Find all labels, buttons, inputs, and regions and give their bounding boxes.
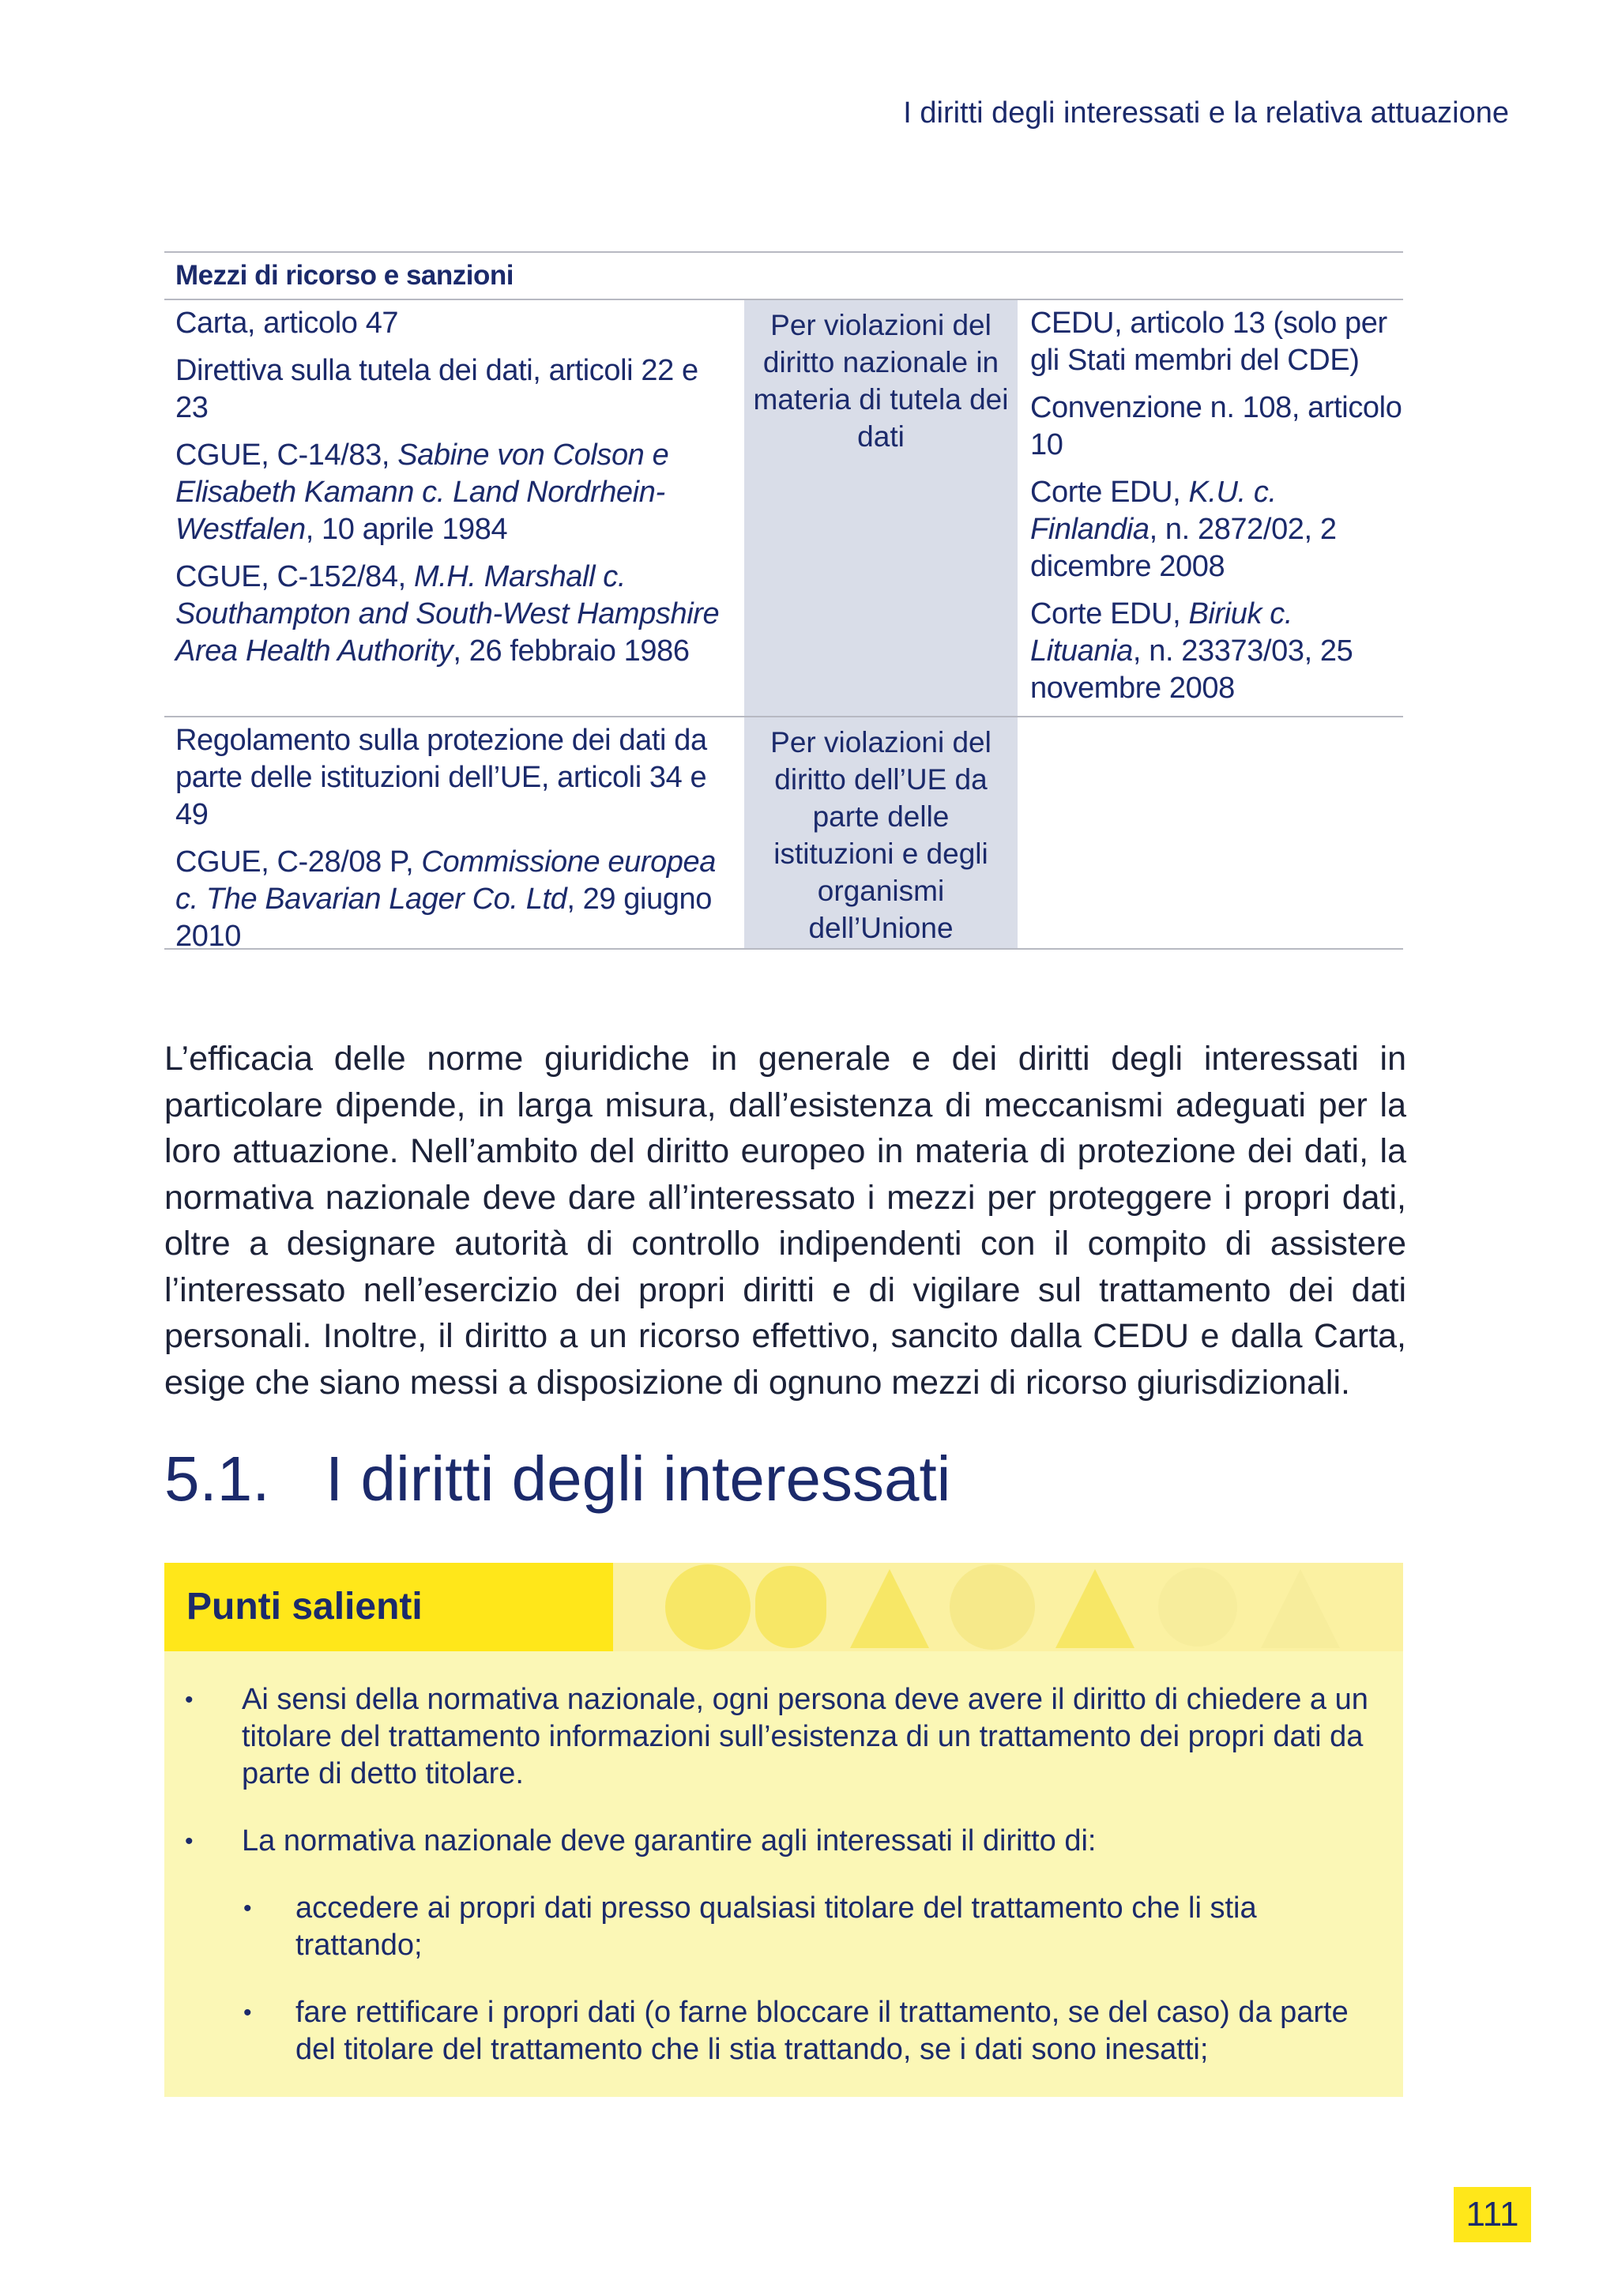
section-title: I diritti degli interessati: [325, 1443, 951, 1514]
sub-list-item: • fare rettificare i propri dati (o farne bloccare il trattamento, se del caso) da parte del titolare del trattamento che li stia trattando, se i dati sono inesatti;: [243, 1996, 1349, 2066]
reference-entry: Corte EDU, Biriuk c. Lituania, n. 23373/03, 25 novembre 2008: [1030, 597, 1353, 705]
highlights-list: [164, 1681, 1403, 2098]
eu-references-cell: [164, 717, 744, 953]
eu-references-cell: [164, 300, 744, 716]
list-item: • La normativa nazionale deve garantire agli interessati il diritto di:: [164, 1823, 1403, 1860]
section-heading: [164, 1443, 950, 1515]
reference-entry: CGUE, C-28/08 P, Commissione europea c. The Bavarian Lager Co. Ltd, 29 giugno 2010: [175, 845, 717, 953]
highlights-box: [164, 1563, 1403, 2097]
running-header: I diritti degli interessati e la relativa attuazione: [903, 96, 1509, 130]
reference-entry: CGUE, C-14/83, Sabine von Colson e Elisabeth Kamann c. Land Nordrhein-Westfalen, 10 aprile 1984: [175, 438, 669, 546]
highlights-title-bar: [164, 1563, 613, 1651]
table-title: Mezzi di ricorso e sanzioni: [164, 253, 1403, 300]
page-number: 111: [1454, 2187, 1531, 2242]
references-table: [164, 251, 1403, 953]
list-item: • Ai sensi della normativa nazionale, ogni persona deve avere il diritto di chiedere a un titolare del trattamento informazioni sull’esistenza di un trattamento dei propri dati da parte di detto titolare.: [185, 1683, 1368, 1790]
reference-entry: Direttiva sulla tutela dei dati, articoli 22 e 23: [175, 354, 698, 424]
bullet-icon: •: [185, 1687, 194, 1713]
table-row: [164, 300, 1403, 717]
bullet-icon: •: [243, 2000, 252, 2026]
issue-cell: Per violazioni del diritto dell’UE da parte delle istituzioni e degli organismi dell’Unione: [744, 717, 1018, 948]
highlights-header: [164, 1563, 1403, 1651]
reference-entry: Carta, articolo 47: [175, 307, 399, 340]
bullet-icon: •: [185, 1828, 194, 1854]
reference-entry: Regolamento sulla protezione dei dati da parte delle istituzioni dell’UE, articoli 34 e 49: [175, 724, 707, 831]
bullet-icon: •: [243, 1895, 252, 1921]
coe-references-cell: [1018, 300, 1403, 716]
coe-references-cell: [1018, 717, 1403, 948]
section-number: 5.1.: [164, 1443, 270, 1514]
reference-entry: Convenzione n. 108, articolo 10: [1030, 391, 1402, 461]
sub-list-item: • accedere ai propri dati presso qualsiasi titolare del trattamento che li stia trattando;: [243, 1891, 1257, 1962]
reference-entry: CGUE, C-152/84, M.H. Marshall c. Southampton and South-West Hampshire Area Health Authority, 26 febbraio 1986: [175, 560, 720, 668]
reference-entry: CEDU, articolo 13 (solo per gli Stati membri del CDE): [1030, 307, 1387, 377]
issue-cell: Per violazioni del diritto nazionale in materia di tutela dei dati: [744, 300, 1018, 716]
decorative-shapes-icon: [613, 1563, 1403, 1651]
intro-paragraph: L’efficacia delle norme giuridiche in generale e dei diritti degli interessati in particolare dipende, in larga misura, dall’esistenza di meccanismi adeguati per la loro attuazione. Nell’ambito del diritto europeo in materia di protezione dei dati, la normativa nazionale deve dare all’interessato i mezzi per proteggere i propri dati, oltre a designare autorità di controllo indipendenti con il compito di assistere l’interessato nell’esercizio dei propri diritti e di vigilare sul trattamento dei dati personali. Inoltre, il diritto a un ricorso effettivo, sancito dalla CEDU e dalla Carta, esige che siano messi a disposizione di ognuno mezzi di ricorso giurisdizionali.: [164, 1040, 1406, 1402]
reference-entry: Corte EDU, K.U. c. Finlandia, n. 2872/02, 2 dicembre 2008: [1030, 476, 1337, 583]
table-row: [164, 717, 1403, 953]
highlights-title: Punti salienti: [186, 1586, 423, 1628]
